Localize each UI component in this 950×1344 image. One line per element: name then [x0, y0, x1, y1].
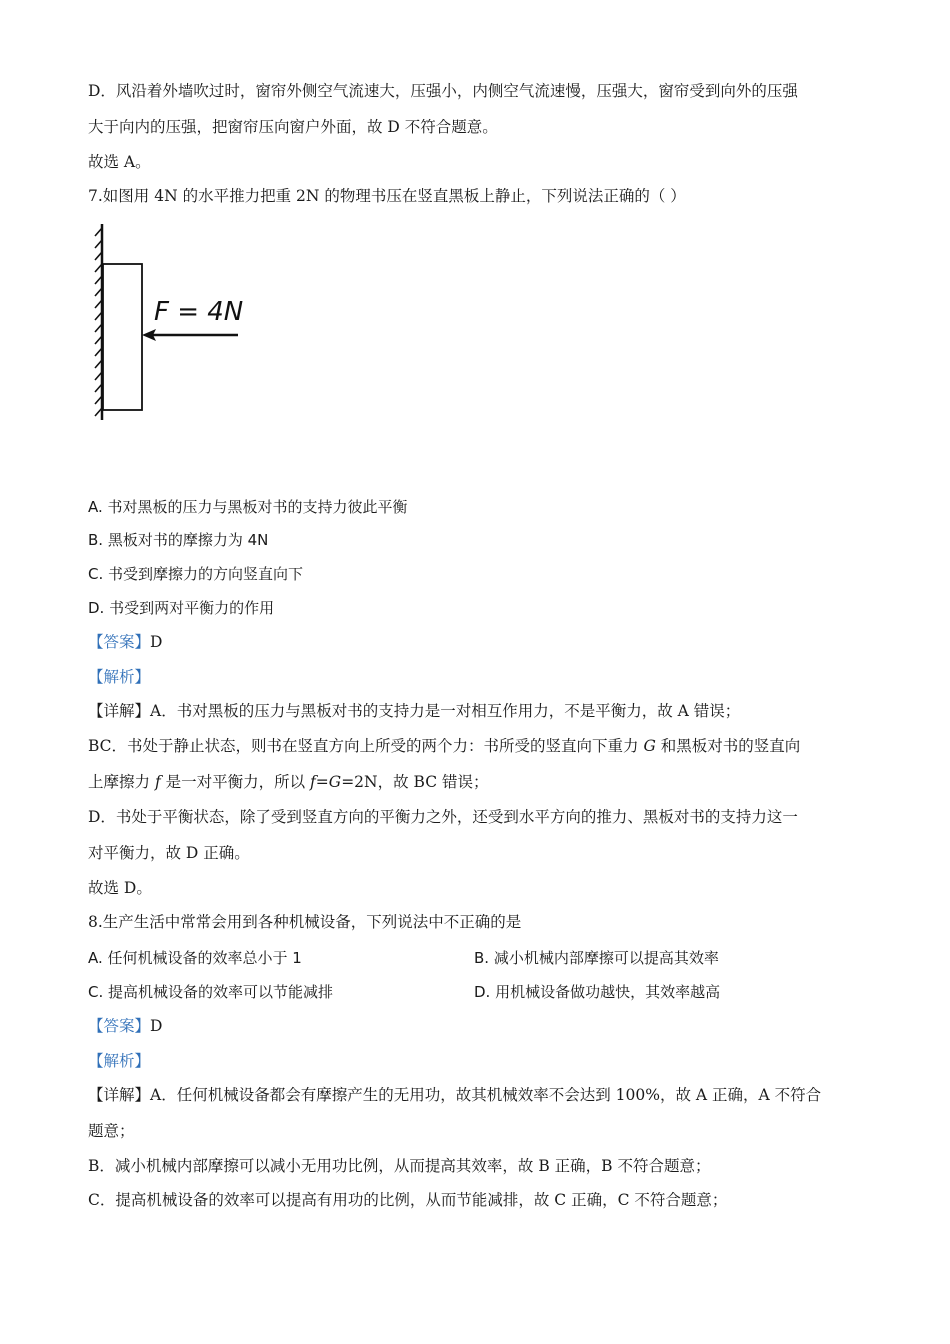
q7-option-a: A. 书对黑板的压力与黑板对书的支持力彼此平衡 [88, 498, 408, 516]
prev-option-d-line2: 大于向内的压强，把窗帘压向窗户外面，故 D 不符合题意。 [88, 118, 498, 136]
q8-answer [88, 1015, 162, 1037]
answer-value: D [150, 633, 163, 651]
q8-option-b: B. 减小机械内部摩擦可以提高其效率 [474, 949, 719, 967]
q8-stem: 8.生产生活中常常会用到各种机械设备，下列说法中不正确的是 [88, 913, 522, 931]
equals-sign: = [315, 773, 329, 791]
detail-a-text: A．书对黑板的压力与黑板对书的支持力是一对相互作用力，不是平衡力，故 A 错误； [150, 702, 741, 720]
symbol-g: G [328, 773, 342, 791]
q7-option-b: B. 黑板对书的摩擦力为 4N [88, 531, 269, 549]
q7-option-d: D. 书受到两对平衡力的作用 [88, 599, 275, 617]
prev-conclusion: 故选 A。 [88, 153, 151, 171]
detail-tag: 【详解】 [88, 702, 151, 720]
symbol-g: G [643, 737, 656, 755]
q8-option-c: C. 提高机械设备的效率可以节能减排 [88, 983, 334, 1001]
q8-detail-a-line2: 题意； [88, 1122, 135, 1140]
detail-text: =2N，故 BC 错误； [341, 773, 489, 791]
q7-detail-bc-line1 [88, 735, 800, 757]
q7-detail-d-line1: D．书处于平衡状态，除了受到竖直方向的平衡力之外，还受到水平方向的推力、黑板对书的支持力这一 [88, 808, 798, 826]
q7-analysis-tag: 【解析】 [88, 668, 151, 686]
detail-text: 是一对平衡力，所以 [160, 773, 311, 791]
answer-value: D [150, 1017, 163, 1035]
q8-detail-a-line1 [88, 1084, 821, 1106]
answer-tag: 【答案】 [88, 1017, 151, 1035]
physics-book [103, 264, 142, 410]
detail-a-text: A．任何机械设备都会有摩擦产生的无用功，故其机械效率不会达到 100%，故 A 正确，A 不符合 [150, 1086, 822, 1104]
q8-analysis-tag: 【解析】 [88, 1052, 151, 1070]
q7-answer [88, 631, 162, 653]
q7-detail-a [88, 700, 740, 722]
detail-text: 上摩擦力 [88, 773, 155, 791]
q7-detail-d-line2: 对平衡力，故 D 正确。 [88, 844, 250, 862]
q7-conclusion: 故选 D。 [88, 879, 152, 897]
detail-text: 和黑板对书的竖直向 [655, 737, 801, 755]
force-label: F = 4N [154, 297, 244, 327]
q8-option-d: D. 用机械设备做功越快，其效率越高 [474, 983, 721, 1001]
detail-tag: 【详解】 [88, 1086, 151, 1104]
q7-figure [92, 222, 252, 424]
book-on-blackboard-diagram [92, 222, 252, 424]
q8-detail-c: C．提高机械设备的效率可以提高有用功的比例，从而节能减排，故 C 正确，C 不符合题意； [88, 1191, 728, 1209]
symbol-f: f [154, 773, 161, 791]
q8-option-a: A. 任何机械设备的效率总小于 1 [88, 949, 302, 967]
symbol-f: f [310, 773, 316, 791]
answer-tag: 【答案】 [88, 633, 151, 651]
q7-detail-bc-line2 [88, 771, 489, 793]
q7-option-c: C. 书受到摩擦力的方向竖直向下 [88, 565, 304, 583]
detail-text: BC．书处于静止状态，则书在竖直方向上所受的两个力：书所受的竖直向下重力 [88, 737, 644, 755]
prev-option-d-line1: D．风沿着外墙吹过时，窗帘外侧空气流速大，压强小，内侧空气流速慢，压强大，窗帘受到向外的压强 [88, 82, 798, 100]
q8-detail-b: B．减小机械内部摩擦可以减小无用功比例，从而提高其效率，故 B 正确，B 不符合题意； [88, 1157, 711, 1175]
q7-stem: 7.如图用 4N 的水平推力把重 2N 的物理书压在竖直黑板上静止，下列说法正确的（ ） [88, 187, 686, 205]
